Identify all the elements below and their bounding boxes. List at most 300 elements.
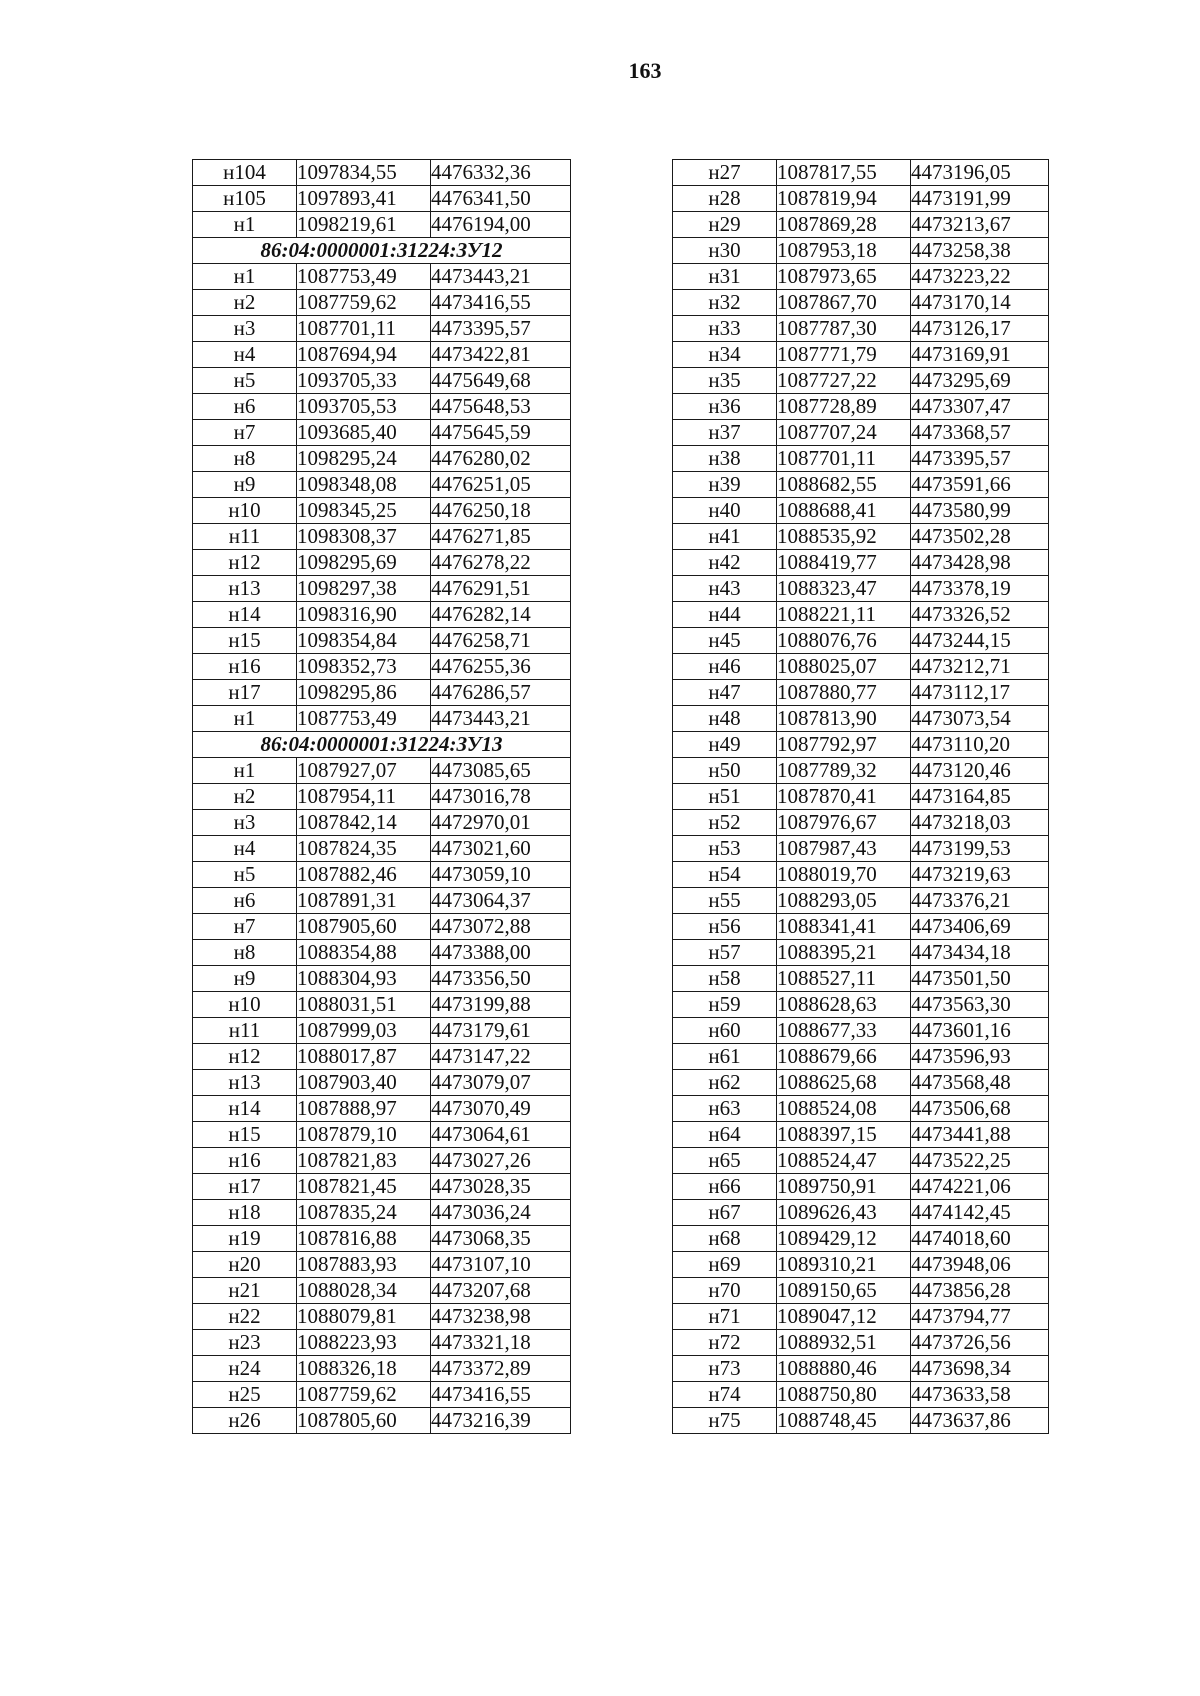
y-coordinate: 4473372,89: [431, 1356, 571, 1382]
point-label: н14: [193, 1096, 297, 1122]
y-coordinate: 4473028,35: [431, 1174, 571, 1200]
x-coordinate: 1098345,25: [297, 498, 431, 524]
table-row: [673, 680, 1049, 706]
x-coordinate: 1087976,67: [777, 810, 911, 836]
x-coordinate: 1088017,87: [297, 1044, 431, 1070]
point-label: н37: [673, 420, 777, 446]
y-coordinate: 4473199,53: [911, 836, 1049, 862]
x-coordinate: 1087759,62: [297, 1382, 431, 1408]
table-row: [193, 1252, 571, 1278]
x-coordinate: 1088354,88: [297, 940, 431, 966]
point-label: н4: [193, 836, 297, 862]
point-label: н46: [673, 654, 777, 680]
table-row: [673, 1408, 1049, 1434]
y-coordinate: 4473596,93: [911, 1044, 1049, 1070]
y-coordinate: 4473443,21: [431, 264, 571, 290]
point-label: н8: [193, 940, 297, 966]
x-coordinate: 1087728,89: [777, 394, 911, 420]
y-coordinate: 4476251,05: [431, 472, 571, 498]
point-label: н17: [193, 680, 297, 706]
x-coordinate: 1087888,97: [297, 1096, 431, 1122]
x-coordinate: 1088628,63: [777, 992, 911, 1018]
y-coordinate: 4473856,28: [911, 1278, 1049, 1304]
table-row: [673, 732, 1049, 758]
point-label: н29: [673, 212, 777, 238]
x-coordinate: 1087870,41: [777, 784, 911, 810]
y-coordinate: 4473170,14: [911, 290, 1049, 316]
x-coordinate: 1088076,76: [777, 628, 911, 654]
point-label: н13: [193, 576, 297, 602]
x-coordinate: 1087727,22: [777, 368, 911, 394]
table-row: [193, 550, 571, 576]
y-coordinate: 4473216,39: [431, 1408, 571, 1434]
y-coordinate: 4473085,65: [431, 758, 571, 784]
table-row: [673, 628, 1049, 654]
point-label: н38: [673, 446, 777, 472]
point-label: н36: [673, 394, 777, 420]
table-row: [193, 758, 571, 784]
x-coordinate: 1087821,83: [297, 1148, 431, 1174]
x-coordinate: 1088419,77: [777, 550, 911, 576]
y-coordinate: 4473064,37: [431, 888, 571, 914]
y-coordinate: 4473376,21: [911, 888, 1049, 914]
point-label: н20: [193, 1252, 297, 1278]
point-label: н35: [673, 368, 777, 394]
table-row: [193, 966, 571, 992]
table-row: [673, 914, 1049, 940]
table-row: [193, 628, 571, 654]
table-row: [193, 316, 571, 342]
x-coordinate: 1098354,84: [297, 628, 431, 654]
y-coordinate: 4473191,99: [911, 186, 1049, 212]
x-coordinate: 1087819,94: [777, 186, 911, 212]
table-row: [673, 316, 1049, 342]
point-label: н2: [193, 290, 297, 316]
y-coordinate: 4473027,26: [431, 1148, 571, 1174]
point-label: н51: [673, 784, 777, 810]
point-label: н69: [673, 1252, 777, 1278]
cadastral-number: 86:04:0000001:31224:ЗУ13: [193, 732, 571, 758]
y-coordinate: 4473601,16: [911, 1018, 1049, 1044]
point-label: н48: [673, 706, 777, 732]
y-coordinate: 4473110,20: [911, 732, 1049, 758]
y-coordinate: 4473295,69: [911, 368, 1049, 394]
point-label: н10: [193, 498, 297, 524]
x-coordinate: 1088028,34: [297, 1278, 431, 1304]
point-label: н60: [673, 1018, 777, 1044]
table-row: [673, 1278, 1049, 1304]
point-label: н71: [673, 1304, 777, 1330]
x-coordinate: 1087903,40: [297, 1070, 431, 1096]
x-coordinate: 1088304,93: [297, 966, 431, 992]
table-row: [193, 680, 571, 706]
point-label: н44: [673, 602, 777, 628]
x-coordinate: 1087905,60: [297, 914, 431, 940]
point-label: н17: [193, 1174, 297, 1200]
point-label: н21: [193, 1278, 297, 1304]
y-coordinate: 4473212,71: [911, 654, 1049, 680]
table-row: [193, 654, 571, 680]
table-row: [673, 446, 1049, 472]
point-label: н22: [193, 1304, 297, 1330]
table-row: [193, 914, 571, 940]
table-row: [193, 784, 571, 810]
x-coordinate: 1087753,49: [297, 264, 431, 290]
point-label: н70: [673, 1278, 777, 1304]
table-row: [673, 290, 1049, 316]
y-coordinate: 4473059,10: [431, 862, 571, 888]
y-coordinate: 4473368,57: [911, 420, 1049, 446]
x-coordinate: 1088221,11: [777, 602, 911, 628]
table-row: [193, 862, 571, 888]
y-coordinate: 4473068,35: [431, 1226, 571, 1252]
table-row: [193, 446, 571, 472]
x-coordinate: 1093705,53: [297, 394, 431, 420]
y-coordinate: 4476278,22: [431, 550, 571, 576]
point-label: н42: [673, 550, 777, 576]
table-row: [673, 264, 1049, 290]
y-coordinate: 4476194,00: [431, 212, 571, 238]
y-coordinate: 4473073,54: [911, 706, 1049, 732]
y-coordinate: 4473072,88: [431, 914, 571, 940]
point-label: н61: [673, 1044, 777, 1070]
coordinates-table-left-body: [193, 160, 571, 1434]
point-label: н104: [193, 160, 297, 186]
x-coordinate: 1088535,92: [777, 524, 911, 550]
point-label: н5: [193, 368, 297, 394]
x-coordinate: 1087824,35: [297, 836, 431, 862]
y-coordinate: 4473244,15: [911, 628, 1049, 654]
table-row: [673, 1382, 1049, 1408]
x-coordinate: 1093705,33: [297, 368, 431, 394]
x-coordinate: 1087771,79: [777, 342, 911, 368]
y-coordinate: 4473633,58: [911, 1382, 1049, 1408]
x-coordinate: 1088397,15: [777, 1122, 911, 1148]
table-row: [673, 940, 1049, 966]
point-label: н7: [193, 420, 297, 446]
table-row: [193, 836, 571, 862]
x-coordinate: 1087869,28: [777, 212, 911, 238]
x-coordinate: 1088688,41: [777, 498, 911, 524]
x-coordinate: 1088323,47: [777, 576, 911, 602]
point-label: н15: [193, 1122, 297, 1148]
x-coordinate: 1088326,18: [297, 1356, 431, 1382]
point-label: н16: [193, 1148, 297, 1174]
table-row: [193, 602, 571, 628]
table-row: [193, 1408, 571, 1434]
x-coordinate: 1088031,51: [297, 992, 431, 1018]
x-coordinate: 1087835,24: [297, 1200, 431, 1226]
x-coordinate: 1098295,69: [297, 550, 431, 576]
point-label: н64: [673, 1122, 777, 1148]
x-coordinate: 1087817,55: [777, 160, 911, 186]
x-coordinate: 1087821,45: [297, 1174, 431, 1200]
section-header-row: [193, 732, 571, 758]
x-coordinate: 1088524,47: [777, 1148, 911, 1174]
coordinates-table-right: [672, 159, 1049, 1434]
y-coordinate: 4474221,06: [911, 1174, 1049, 1200]
table-row: [673, 1018, 1049, 1044]
table-row: [193, 1226, 571, 1252]
table-row: [673, 1226, 1049, 1252]
y-coordinate: 4473434,18: [911, 940, 1049, 966]
point-label: н41: [673, 524, 777, 550]
point-label: н11: [193, 1018, 297, 1044]
y-coordinate: 4473321,18: [431, 1330, 571, 1356]
point-label: н9: [193, 966, 297, 992]
point-label: н67: [673, 1200, 777, 1226]
y-coordinate: 4473326,52: [911, 602, 1049, 628]
table-row: [673, 1070, 1049, 1096]
point-label: н25: [193, 1382, 297, 1408]
y-coordinate: 4473213,67: [911, 212, 1049, 238]
table-row: [673, 810, 1049, 836]
point-label: н52: [673, 810, 777, 836]
point-label: н23: [193, 1330, 297, 1356]
y-coordinate: 4473016,78: [431, 784, 571, 810]
table-row: [673, 342, 1049, 368]
x-coordinate: 1087701,11: [297, 316, 431, 342]
x-coordinate: 1089310,21: [777, 1252, 911, 1278]
x-coordinate: 1088625,68: [777, 1070, 911, 1096]
point-label: н31: [673, 264, 777, 290]
point-label: н74: [673, 1382, 777, 1408]
table-row: [673, 1174, 1049, 1200]
y-coordinate: 4473218,03: [911, 810, 1049, 836]
table-row: [193, 1044, 571, 1070]
point-label: н6: [193, 888, 297, 914]
table-row: [193, 524, 571, 550]
y-coordinate: 4473637,86: [911, 1408, 1049, 1434]
x-coordinate: 1089429,12: [777, 1226, 911, 1252]
x-coordinate: 1087891,31: [297, 888, 431, 914]
y-coordinate: 4473223,22: [911, 264, 1049, 290]
point-label: н1: [193, 264, 297, 290]
y-coordinate: 4473258,38: [911, 238, 1049, 264]
point-label: н5: [193, 862, 297, 888]
x-coordinate: 1089750,91: [777, 1174, 911, 1200]
point-label: н13: [193, 1070, 297, 1096]
y-coordinate: 4473219,63: [911, 862, 1049, 888]
x-coordinate: 1088019,70: [777, 862, 911, 888]
y-coordinate: 4473021,60: [431, 836, 571, 862]
table-row: [673, 524, 1049, 550]
y-coordinate: 4476271,85: [431, 524, 571, 550]
point-label: н10: [193, 992, 297, 1018]
y-coordinate: 4473112,17: [911, 680, 1049, 706]
x-coordinate: 1087816,88: [297, 1226, 431, 1252]
table-row: [193, 706, 571, 732]
table-row: [673, 862, 1049, 888]
point-label: н56: [673, 914, 777, 940]
y-coordinate: 4473169,91: [911, 342, 1049, 368]
x-coordinate: 1098295,24: [297, 446, 431, 472]
point-label: н49: [673, 732, 777, 758]
y-coordinate: 4476341,50: [431, 186, 571, 212]
y-coordinate: 4475649,68: [431, 368, 571, 394]
y-coordinate: 4473079,07: [431, 1070, 571, 1096]
y-coordinate: 4473126,17: [911, 316, 1049, 342]
table-row: [193, 940, 571, 966]
point-label: н53: [673, 836, 777, 862]
y-coordinate: 4473416,55: [431, 1382, 571, 1408]
table-row: [673, 836, 1049, 862]
x-coordinate: 1098348,08: [297, 472, 431, 498]
y-coordinate: 4474142,45: [911, 1200, 1049, 1226]
table-row: [193, 264, 571, 290]
point-label: н18: [193, 1200, 297, 1226]
y-coordinate: 4473443,21: [431, 706, 571, 732]
point-label: н1: [193, 212, 297, 238]
y-coordinate: 4473120,46: [911, 758, 1049, 784]
table-row: [193, 1330, 571, 1356]
table-row: [673, 160, 1049, 186]
x-coordinate: 1088527,11: [777, 966, 911, 992]
table-row: [193, 160, 571, 186]
y-coordinate: 4473568,48: [911, 1070, 1049, 1096]
point-label: н39: [673, 472, 777, 498]
table-row: [673, 1096, 1049, 1122]
y-coordinate: 4473356,50: [431, 966, 571, 992]
x-coordinate: 1088880,46: [777, 1356, 911, 1382]
table-row: [673, 784, 1049, 810]
table-row: [673, 602, 1049, 628]
point-label: н24: [193, 1356, 297, 1382]
y-coordinate: 4473502,28: [911, 524, 1049, 550]
table-row: [673, 1252, 1049, 1278]
point-label: н58: [673, 966, 777, 992]
point-label: н4: [193, 342, 297, 368]
y-coordinate: 4473070,49: [431, 1096, 571, 1122]
point-label: н47: [673, 680, 777, 706]
table-row: [193, 992, 571, 1018]
y-coordinate: 4476280,02: [431, 446, 571, 472]
y-coordinate: 4476250,18: [431, 498, 571, 524]
y-coordinate: 4473378,19: [911, 576, 1049, 602]
point-label: н75: [673, 1408, 777, 1434]
y-coordinate: 4473428,98: [911, 550, 1049, 576]
y-coordinate: 4473563,30: [911, 992, 1049, 1018]
y-coordinate: 4473179,61: [431, 1018, 571, 1044]
point-label: н12: [193, 1044, 297, 1070]
x-coordinate: 1087954,11: [297, 784, 431, 810]
table-row: [193, 472, 571, 498]
point-label: н14: [193, 602, 297, 628]
point-label: н72: [673, 1330, 777, 1356]
x-coordinate: 1098316,90: [297, 602, 431, 628]
table-row: [673, 654, 1049, 680]
table-row: [193, 1278, 571, 1304]
y-coordinate: 4473064,61: [431, 1122, 571, 1148]
point-label: н2: [193, 784, 297, 810]
x-coordinate: 1098308,37: [297, 524, 431, 550]
y-coordinate: 4473522,25: [911, 1148, 1049, 1174]
table-row: [673, 576, 1049, 602]
table-row: [193, 186, 571, 212]
y-coordinate: 4476291,51: [431, 576, 571, 602]
point-label: н7: [193, 914, 297, 940]
x-coordinate: 1087927,07: [297, 758, 431, 784]
page-number: 163: [628, 58, 662, 83]
x-coordinate: 1087842,14: [297, 810, 431, 836]
x-coordinate: 1088341,41: [777, 914, 911, 940]
x-coordinate: 1087883,93: [297, 1252, 431, 1278]
point-label: н12: [193, 550, 297, 576]
x-coordinate: 1087759,62: [297, 290, 431, 316]
point-label: н43: [673, 576, 777, 602]
x-coordinate: 1097893,41: [297, 186, 431, 212]
y-coordinate: 4475645,59: [431, 420, 571, 446]
y-coordinate: 4473416,55: [431, 290, 571, 316]
point-label: н33: [673, 316, 777, 342]
point-label: н55: [673, 888, 777, 914]
y-coordinate: 4473207,68: [431, 1278, 571, 1304]
y-coordinate: 4473591,66: [911, 472, 1049, 498]
y-coordinate: 4472970,01: [431, 810, 571, 836]
table-row: [673, 212, 1049, 238]
x-coordinate: 1087701,11: [777, 446, 911, 472]
table-row: [673, 1148, 1049, 1174]
table-row: [673, 1304, 1049, 1330]
table-row: [193, 212, 571, 238]
point-label: н3: [193, 316, 297, 342]
y-coordinate: 4473238,98: [431, 1304, 571, 1330]
y-coordinate: 4473406,69: [911, 914, 1049, 940]
point-label: н50: [673, 758, 777, 784]
x-coordinate: 1088395,21: [777, 940, 911, 966]
x-coordinate: 1088932,51: [777, 1330, 911, 1356]
point-label: н73: [673, 1356, 777, 1382]
table-row: [193, 1304, 571, 1330]
y-coordinate: 4475648,53: [431, 394, 571, 420]
table-row: [193, 1018, 571, 1044]
x-coordinate: 1098352,73: [297, 654, 431, 680]
table-row: [673, 238, 1049, 264]
x-coordinate: 1088293,05: [777, 888, 911, 914]
point-label: н8: [193, 446, 297, 472]
x-coordinate: 1093685,40: [297, 420, 431, 446]
y-coordinate: 4473794,77: [911, 1304, 1049, 1330]
y-coordinate: 4473199,88: [431, 992, 571, 1018]
table-row: [193, 1356, 571, 1382]
x-coordinate: 1088524,08: [777, 1096, 911, 1122]
x-coordinate: 1089626,43: [777, 1200, 911, 1226]
x-coordinate: 1087787,30: [777, 316, 911, 342]
y-coordinate: 4473395,57: [431, 316, 571, 342]
point-label: н66: [673, 1174, 777, 1200]
y-coordinate: 4473147,22: [431, 1044, 571, 1070]
y-coordinate: 4473506,68: [911, 1096, 1049, 1122]
table-row: [673, 992, 1049, 1018]
x-coordinate: 1087999,03: [297, 1018, 431, 1044]
x-coordinate: 1088079,81: [297, 1304, 431, 1330]
x-coordinate: 1088677,33: [777, 1018, 911, 1044]
table-row: [673, 1330, 1049, 1356]
coordinates-table-right-body: [673, 160, 1049, 1434]
point-label: н32: [673, 290, 777, 316]
table-row: [193, 1070, 571, 1096]
table-row: [673, 758, 1049, 784]
x-coordinate: 1088748,45: [777, 1408, 911, 1434]
point-label: н40: [673, 498, 777, 524]
y-coordinate: 4473948,06: [911, 1252, 1049, 1278]
table-row: [193, 888, 571, 914]
table-row: [673, 368, 1049, 394]
table-row: [193, 342, 571, 368]
x-coordinate: 1088223,93: [297, 1330, 431, 1356]
table-row: [673, 706, 1049, 732]
x-coordinate: 1097834,55: [297, 160, 431, 186]
